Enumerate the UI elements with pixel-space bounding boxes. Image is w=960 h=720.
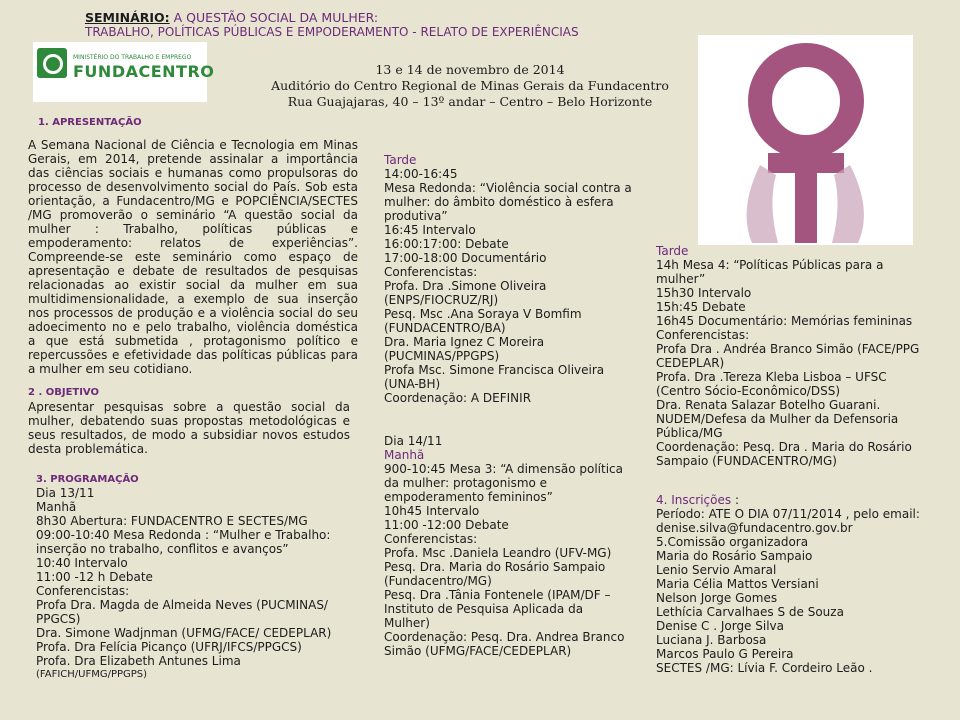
contact-email-link[interactable]: denise.silva@fundacentro.gov.br [656, 521, 853, 535]
list-item: 5.Comissão organizadora [656, 535, 809, 549]
list-item: Conferencistas: [36, 584, 130, 598]
list-item: Denise C . Jorge Silva [656, 619, 784, 633]
list-item: 15h30 Intervalo [656, 286, 752, 300]
list-item: 10:40 Intervalo [36, 556, 128, 570]
list-item: 14h Mesa 4: “Políticas Públicas para a [656, 258, 884, 272]
inscricoes-heading [656, 493, 739, 507]
list-item: Dra. Maria Ignez C Moreira [384, 335, 545, 349]
list-item: (Fundacentro/MG) [384, 574, 492, 588]
list-item: produtiva” [384, 209, 448, 223]
list-item: (FAFICH/UFMG/PPGPS) [36, 669, 148, 680]
list-item: mulher: do âmbito doméstico à esfera [384, 195, 614, 209]
seminar-subtitle: TRABALHO, POLÍTICAS PÚBLICAS E EMPODERAMENTO - RELATO DE EXPERIÊNCIAS [85, 25, 579, 39]
list-item: Dra. Simone Wadjnman (UFMG/FACE/ CEDEPLAR) [36, 626, 332, 640]
logo-ministry-text: MINISTÉRIO DO TRABALHO E EMPREGO [73, 54, 192, 61]
list-item: (PUCMINAS/PPGPS) [384, 349, 500, 363]
tarde-14-heading: Tarde [656, 244, 689, 258]
list-item: Profa Dra . Andréa Branco Simão (FACE/PPG [656, 342, 920, 356]
list-item: 15h:45 Debate [656, 300, 746, 314]
logo-name: FUNDACENTRO [73, 62, 215, 81]
inscricoes-colon: : [734, 493, 739, 507]
list-item: Pesq. Dra .Tânia Fontenele (IPAM/DF – [384, 588, 611, 602]
list-item: Luciana J. Barbosa [656, 633, 767, 647]
fundacentro-emblem-icon [37, 48, 67, 78]
list-item: Maria do Rosário Sampaio [656, 549, 813, 563]
list-item: Profa Dra. Magda de Almeida Neves (PUCMINAS/ [36, 598, 328, 612]
event-venue: Auditório do Centro Regional de Minas Gerais da Fundacentro [271, 78, 669, 93]
list-item: Profa. Dra Felícia Picanço (UFRJ/IFCS/PPGCS) [36, 640, 302, 654]
list-item: 8h30 Abertura: FUNDACENTRO E SECTES/MG [36, 514, 308, 528]
list-item: Simão (UFMG/FACE/CEDEPLAR) [384, 644, 572, 658]
seminar-title [85, 10, 378, 25]
list-item: Mesa Redonda: “Violência social contra a [384, 181, 632, 195]
list-item: Mulher) [384, 616, 430, 630]
tarde-13-heading: Tarde [384, 153, 417, 167]
manha-14-heading: Manhã [384, 448, 425, 462]
inscricoes-list [656, 507, 920, 675]
objetivo-text: Apresentar pesquisas sobre a questão social da mulher, debatendo suas propostas metodológicas e seus resultados, de modo a subsidiar novos estudos desta problemática. [28, 400, 350, 456]
manha-14-list [384, 462, 624, 658]
list-item: Pesq. Dra. Maria do Rosário Sampaio [384, 560, 606, 574]
seminar-title-line1: A QUESTÃO SOCIAL DA MULHER: [173, 10, 379, 25]
list-item: 900-10:45 Mesa 3: “A dimensão política [384, 462, 623, 476]
list-item: (Centro Sócio-Econômico/DSS) [656, 384, 840, 398]
list-item: Conferencistas: [384, 532, 478, 546]
list-item: empoderamento femininos” [384, 490, 553, 504]
dia-14-label: Dia 14/11 [384, 434, 443, 448]
list-item: 09:00-10:40 Mesa Redonda : “Mulher e Trabalho: [36, 528, 331, 542]
list-item: Profa. Msc .Daniela Leandro (UFV-MG) [384, 546, 612, 560]
list-item: 14:00-16:45 [384, 167, 458, 181]
list-item: Profa. Dra .Tereza Kleba Lisboa – UFSC [656, 370, 887, 384]
event-info [210, 62, 730, 110]
list-item: Profa. Dra .Simone Oliveira [384, 279, 547, 293]
event-address: Rua Guajajaras, 40 – 13º andar – Centro – Belo Horizonte [287, 94, 653, 109]
list-item: PPGCS) [36, 612, 81, 626]
list-item: da mulher: protagonismo e [384, 476, 548, 490]
apresentacao-heading: 1. APRESENTAÇÃO [38, 117, 142, 128]
list-item: Período: ATE O DIA 07/11/2014 , pelo email: [656, 507, 920, 521]
objetivo-heading: 2 . OBJETIVO [28, 387, 100, 398]
list-item: Nelson Jorge Gomes [656, 591, 778, 605]
tarde-14-list [656, 258, 919, 468]
list-item: (FUNDACENTRO/BA) [384, 321, 506, 335]
list-item: Manhã [36, 500, 77, 514]
event-date: 13 e 14 de novembro de 2014 [375, 62, 565, 77]
list-item: Sampaio (FUNDACENTRO/MG) [656, 454, 837, 468]
list-item: 16h45 Documentário: Memórias femininas [656, 314, 913, 328]
list-item: 11:00 -12:00 Debate [384, 518, 509, 532]
list-item: Profa Msc. Simone Francisca Oliveira [384, 363, 605, 377]
list-item: 10h45 Intervalo [384, 504, 480, 518]
list-item: SECTES /MG: Lívia F. Cordeiro Leão . [656, 661, 873, 675]
seminar-label: SEMINÁRIO: [85, 10, 170, 25]
list-item: Pesq. Msc .Ana Soraya V Bomfim [384, 307, 582, 321]
list-item: Instituto de Pesquisa Aplicada da [384, 602, 584, 616]
list-item: 16:00:17:00: Debate [384, 237, 509, 251]
list-item: mulher” [656, 272, 706, 286]
list-item: (ENPS/FIOCRUZ/RJ) [384, 293, 499, 307]
list-item: Lenio Servio Amaral [656, 563, 777, 577]
list-item: Conferencistas: [384, 265, 478, 279]
list-item: 17:00-18:00 Documentário [384, 251, 547, 265]
list-item: Dia 13/11 [36, 486, 95, 500]
list-item: inserção no trabalho, conflitos e avanços” [36, 542, 289, 556]
list-item: (UNA-BH) [384, 377, 441, 391]
list-item: Maria Célia Mattos Versiani [656, 577, 819, 591]
list-item: Dra. Renata Salazar Botelho Guarani. [656, 398, 881, 412]
fundacentro-logo [33, 42, 215, 102]
female-symbol-image [698, 35, 913, 245]
female-symbol-icon [698, 35, 913, 245]
programacao-list [36, 486, 331, 682]
list-item: Coordenação: Pesq. Dra . Maria do Rosário [656, 440, 912, 454]
programacao-heading: 3. PROGRAMAÇÃO [36, 474, 139, 485]
apresentacao-text: A Semana Nacional de Ciência e Tecnologia em Minas Gerais, em 2014, pretende assinalar a importância das ciências sociais e humanas como propulsoras do processo de desenvolvimento social do País. Sob esta orientação, a Fundacentro/MG e POPCIÊNCIA/SECTES /MG promoverão o seminário “A questão social da mulher : Trabalho, políticas públicas e empoderamento: relatos de experiências”. Compreende-se este seminário como espaço de apresentação e debate de resultados de pesquisas relacionadas ao existir social da mulher em sua multidimensionalidade, a exemplo de sua inserção nos processos de produção e a violência social do seu adoecimento no e pelo trabalho, violência doméstica a que está submetida , protagonismo político e repercussões e efetividade das políticas públicas para a mulher em seu cotidiano. [28, 138, 358, 376]
list-item: Marcos Paulo G Pereira [656, 647, 794, 661]
list-item: Coordenação: Pesq. Dra. Andrea Branco [384, 630, 625, 644]
list-item: Coordenação: A DEFINIR [384, 391, 532, 405]
list-item: Lethícia Carvalhaes S de Souza [656, 605, 844, 619]
tarde-13-list [384, 167, 632, 405]
inscricoes-title: 4. Inscrições [656, 493, 732, 507]
list-item: 16:45 Intervalo [384, 223, 476, 237]
list-item: NUDEM/Defesa da Mulher da Defensoria [656, 412, 899, 426]
list-item: 11:00 -12 h Debate [36, 570, 153, 584]
list-item: CEDEPLAR) [656, 356, 725, 370]
list-item: Pública/MG [656, 426, 723, 440]
list-item: Conferencistas: [656, 328, 750, 342]
list-item: Profa. Dra Elizabeth Antunes Lima [36, 654, 241, 668]
